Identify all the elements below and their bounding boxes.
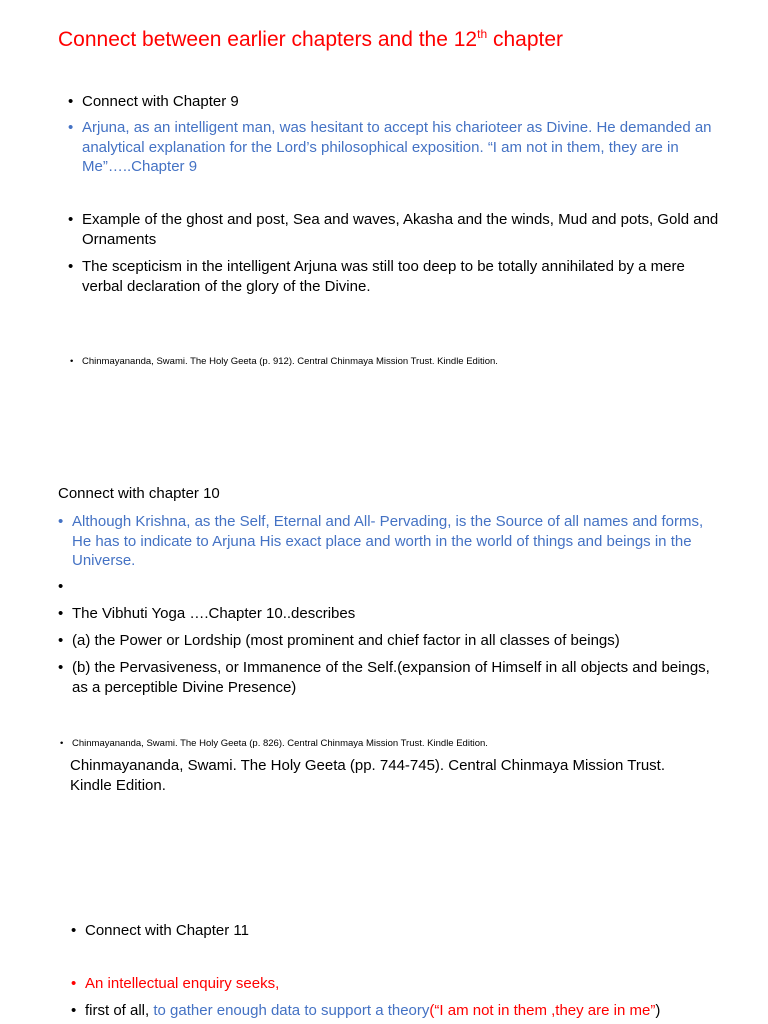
bullet-text: The scepticism in the intelligent Arjuna was still too deep to be totally annihilated by a mere verbal declaration of the glory of the Divine.: [82, 258, 685, 295]
citation-text: Chinmayananda, Swami. The Holy Geeta (p. 912). Central Chinmaya Mission Trust. Kindle Edition.: [82, 356, 498, 367]
bullet-text-quote: (“I am not in them ,they are in me”: [429, 1002, 656, 1019]
bullet-text: (a) the Power or Lordship (most prominent and chief factor in all classes of beings): [72, 632, 620, 649]
bullet-text: Connect with Chapter 11: [85, 922, 249, 939]
list-item: • Connect with Chapter 9: [68, 93, 239, 110]
bullet-text: Example of the ghost and post, Sea and waves, Akasha and the winds, Mud and pots, Gold and Ornaments: [82, 211, 719, 248]
slide-title: Connect between earlier chapters and the 12th chapter: [58, 27, 564, 51]
bullet-text: The Vibhuti Yoga ….Chapter 10..describes: [72, 605, 356, 622]
list-item: • first of all, to gather enough data to support a theory(“I am not in them ,they are in me”): [71, 1002, 661, 1019]
section-heading: Connect with chapter 10: [58, 485, 220, 502]
citation: • Chinmayananda, Swami. The Holy Geeta (p. 912). Central Chinmaya Mission Trust. Kindle Edition.: [70, 356, 498, 367]
bullet-text-end: ): [655, 1002, 661, 1019]
bullet-text: Connect with Chapter 9: [82, 93, 239, 110]
list-item: • Connect with Chapter 11: [71, 922, 249, 939]
citation: Chinmayananda, Swami. The Holy Geeta (pp. 744-745). Central Chinmaya Mission Trust. Kindle Edition.: [70, 757, 665, 794]
citation: • Chinmayananda, Swami. The Holy Geeta (p. 826). Central Chinmaya Mission Trust. Kindle Edition.: [60, 738, 488, 749]
list-item: • Arjuna, as an intelligent man, was hesitant to accept his charioteer as Divine. He demanded an analytical explanation for the Lord’s philosophical exposition. “I am not in them, they are in Me”…..Chapter 9: [68, 119, 712, 175]
bullet-text: (b) the Pervasiveness, or Immanence of the Self.(expansion of Himself in all objects and beings, as a perceptible Divine Presence): [72, 659, 710, 696]
bullet-text: Arjuna, as an intelligent man, was hesitant to accept his charioteer as Divine. He demanded an analytical explanation for the Lord’s philosophical exposition. “I am not in them, they are in Me”…..Chapter 9: [82, 119, 712, 175]
bullet-text: An intellectual enquiry seeks,: [85, 975, 280, 992]
list-item: • (b) the Pervasiveness, or Immanence of the Self.(expansion of Himself in all objects and beings, as a perceptible Divine Presence): [58, 659, 710, 696]
list-item: • Although Krishna, as the Self, Eternal and All- Pervading, is the Source of all names and forms, He has to indicate to Arjuna His exact place and worth in the world of things and beings in the Universe.: [58, 513, 704, 569]
list-item: • Example of the ghost and post, Sea and waves, Akasha and the winds, Mud and pots, Gold and Ornaments: [68, 211, 719, 248]
bullet-text: Although Krishna, as the Self, Eternal and All- Pervading, is the Source of all names and forms, He has to indicate to Arjuna His exact place and worth in the world of things and beings in the Universe.: [72, 513, 704, 569]
list-item: • An intellectual enquiry seeks,: [71, 975, 280, 992]
bullet-text-highlight: to gather enough data to support a theory: [153, 1002, 430, 1019]
list-item: • The scepticism in the intelligent Arjuna was still too deep to be totally annihilated by a mere verbal declaration of the glory of the Divine.: [68, 258, 685, 295]
list-item: • The Vibhuti Yoga ….Chapter 10..describes: [58, 605, 356, 622]
list-item: • (a) the Power or Lordship (most prominent and chief factor in all classes of beings): [58, 632, 620, 649]
bullet-text: first of all,: [85, 1002, 154, 1019]
citation-text: Chinmayananda, Swami. The Holy Geeta (p. 826). Central Chinmaya Mission Trust. Kindle Edition.: [72, 738, 488, 749]
